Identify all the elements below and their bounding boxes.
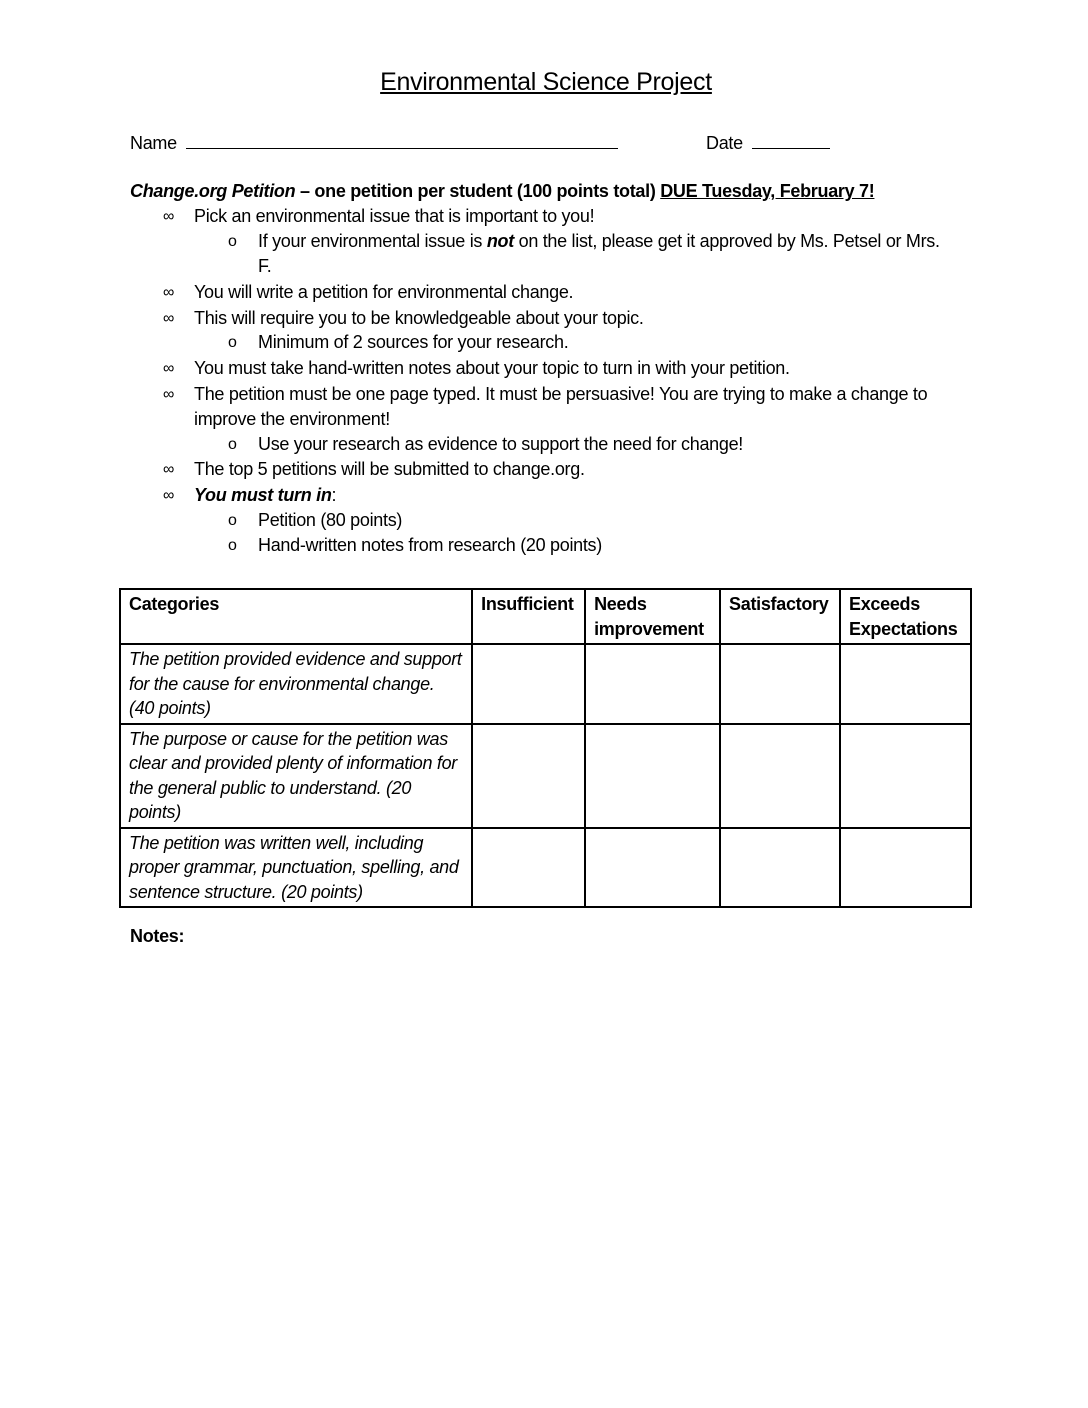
list-item: This will require you to be knowledgeable about your topic. [194, 308, 644, 328]
sub-list-item-continuation: F. [258, 256, 272, 276]
score-cell[interactable] [472, 724, 585, 828]
table-header-row [120, 589, 971, 644]
name-label: Name [130, 133, 177, 153]
name-field-row [130, 132, 618, 154]
sub-list-item: Minimum of 2 sources for your research. [258, 332, 569, 352]
date-field-row [706, 132, 830, 154]
header-categories: Categories [120, 589, 472, 644]
sub-list-item [258, 231, 940, 252]
sub-bullet-marker: o [228, 334, 237, 351]
criterion-cell: The petition was written well, including proper grammar, punctuation, spelling, and sentence structure. (20 points) [120, 828, 472, 908]
bullet-marker: ∞ [163, 461, 175, 478]
sub-list-item-text: If your environmental issue is [258, 231, 487, 251]
assignment-heading [130, 181, 874, 202]
assignment-heading-title: Change.org Petition [130, 181, 296, 201]
score-cell[interactable] [720, 828, 840, 908]
list-item: The petition must be one page typed. It must be persuasive! You are trying to make a change to [194, 384, 928, 404]
list-item [194, 485, 336, 506]
list-item: You must take hand-written notes about your topic to turn in with your petition. [194, 358, 790, 378]
name-blank-line[interactable] [186, 132, 618, 149]
sub-list-item-text: on the list, please get it approved by Ms. Petsel or Mrs. [513, 231, 940, 251]
header-insufficient: Insufficient [472, 589, 585, 644]
bullet-marker: ∞ [163, 386, 175, 403]
header-exceeds-expectations: Exceeds Expectations [840, 589, 971, 644]
score-cell[interactable] [472, 644, 585, 724]
header-needs-improvement: Needs improvement [585, 589, 720, 644]
header-satisfactory: Satisfactory [720, 589, 840, 644]
bullet-marker: ∞ [163, 360, 175, 377]
score-cell[interactable] [840, 828, 971, 908]
sub-bullet-marker: o [228, 233, 237, 250]
notes-label: Notes: [130, 926, 185, 946]
sub-list-item: Hand-written notes from research (20 points) [258, 535, 602, 555]
sub-list-item: Petition (80 points) [258, 510, 403, 530]
sub-bullet-marker: o [228, 436, 237, 453]
criterion-cell: The purpose or cause for the petition was clear and provided plenty of information for the general public to understand. (20 points) [120, 724, 472, 828]
list-item: You will write a petition for environmental change. [194, 282, 574, 302]
score-cell[interactable] [720, 724, 840, 828]
score-cell[interactable] [585, 828, 720, 908]
sub-bullet-marker: o [228, 512, 237, 529]
bullet-marker: ∞ [163, 310, 175, 327]
sub-list-item: Use your research as evidence to support the need for change! [258, 434, 744, 454]
due-date: DUE Tuesday, February 7! [660, 181, 875, 201]
bullet-marker: ∞ [163, 208, 175, 225]
table-row [120, 724, 971, 828]
score-cell[interactable] [585, 644, 720, 724]
list-item: Pick an environmental issue that is important to you! [194, 206, 595, 226]
turn-in-label: You must turn in [194, 485, 332, 505]
criterion-cell: The petition provided evidence and support for the cause for environmental change. (40 points) [120, 644, 472, 724]
turn-in-colon: : [331, 485, 337, 505]
score-cell[interactable] [840, 724, 971, 828]
page-title: Environmental Science Project [380, 68, 712, 96]
list-item: The top 5 petitions will be submitted to change.org. [194, 459, 585, 479]
score-cell[interactable] [720, 644, 840, 724]
date-label: Date [706, 133, 743, 153]
score-cell[interactable] [585, 724, 720, 828]
bullet-marker: ∞ [163, 284, 175, 301]
table-row [120, 828, 971, 908]
date-blank-line[interactable] [752, 132, 830, 149]
emphasis-not: not [486, 231, 514, 251]
score-cell[interactable] [840, 644, 971, 724]
table-row [120, 644, 971, 724]
assignment-heading-detail: – one petition per student (100 points total) [295, 181, 661, 201]
sub-bullet-marker: o [228, 537, 237, 554]
rubric-table [119, 588, 972, 908]
list-item-continuation: improve the environment! [194, 409, 390, 429]
bullet-marker: ∞ [163, 487, 175, 504]
score-cell[interactable] [472, 828, 585, 908]
